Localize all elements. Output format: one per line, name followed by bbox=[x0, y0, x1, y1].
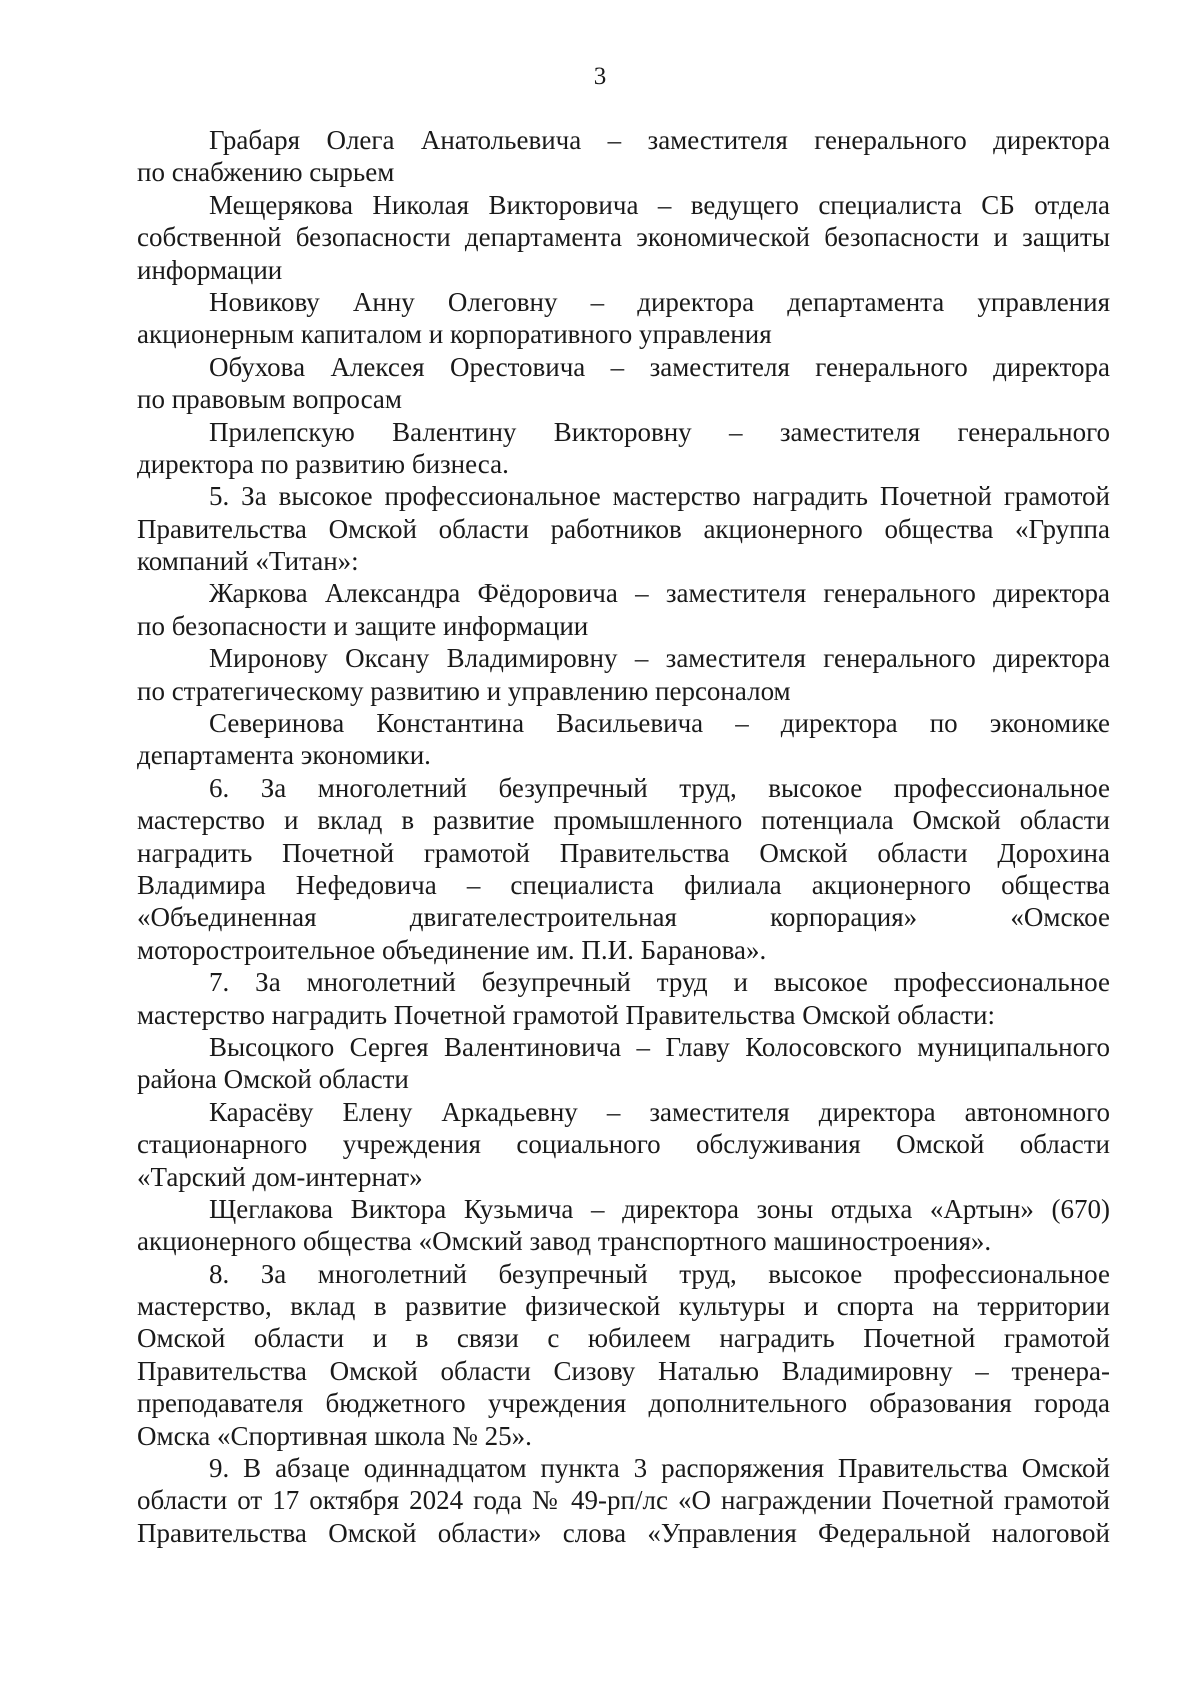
paragraph bbox=[137, 772, 1110, 966]
text-line: 9. В абзаце одиннадцатом пункта 3 распоряжения Правительства Омской bbox=[209, 1453, 1110, 1484]
text-line: Мещерякова Николая Викторовича – ведущего специалиста СБ отдела bbox=[209, 189, 1110, 220]
paragraph bbox=[137, 1452, 1110, 1549]
paragraph bbox=[137, 642, 1110, 707]
text-line: 6. За многолетний безупречный труд, высокое профессиональное bbox=[209, 772, 1110, 803]
text-line: мастерство, вклад в развитие физической культуры и спорта на территории bbox=[137, 1291, 1110, 1322]
text-line: 8. За многолетний безупречный труд, высокое профессиональное bbox=[209, 1258, 1110, 1289]
paragraph bbox=[137, 416, 1110, 481]
paragraph bbox=[137, 124, 1110, 189]
text-line: по правовым вопросам bbox=[137, 384, 402, 415]
paragraph bbox=[137, 351, 1110, 416]
paragraph bbox=[137, 707, 1110, 772]
text-line: Карасёву Елену Аркадьевну – заместителя директора автономного bbox=[209, 1096, 1110, 1127]
text-line: информации bbox=[137, 254, 283, 285]
text-line: Правительства Омской области Сизову Наталью Владимировну – тренера- bbox=[137, 1355, 1110, 1386]
text-line: компаний «Титан»: bbox=[137, 546, 359, 577]
text-line: 7. За многолетний безупречный труд и высокое профессиональное bbox=[209, 967, 1110, 998]
text-line: наградить Почетной грамотой Правительства Омской области Дорохина bbox=[137, 837, 1110, 868]
text-line: департамента экономики. bbox=[137, 740, 431, 771]
text-line: 5. За высокое профессиональное мастерство наградить Почетной грамотой bbox=[209, 481, 1110, 512]
text-line: по снабжению сырьем bbox=[137, 157, 395, 188]
text-line: преподавателя бюджетного учреждения дополнительного образования города bbox=[137, 1388, 1110, 1419]
text-line: по безопасности и защите информации bbox=[137, 610, 589, 641]
text-line: Обухова Алексея Орестовича – заместителя генерального директора bbox=[209, 351, 1110, 382]
text-line: акционерным капиталом и корпоративного управления bbox=[137, 319, 772, 350]
text-line: по стратегическому развитию и управлению персоналом bbox=[137, 675, 791, 706]
text-line: района Омской области bbox=[137, 1064, 409, 1095]
text-line: акционерного общества «Омский завод транспортного машиностроения». bbox=[137, 1226, 992, 1257]
text-line: мастерство наградить Почетной грамотой Правительства Омской области: bbox=[137, 999, 995, 1030]
text-line: Щеглакова Виктора Кузьмича – директора зоны отдыха «Артын» (670) bbox=[209, 1193, 1110, 1224]
text-line: стационарного учреждения социального обслуживания Омской области bbox=[137, 1129, 1110, 1160]
text-line: Омска «Спортивная школа № 25». bbox=[137, 1420, 532, 1451]
text-line: мастерство и вклад в развитие промышленного потенциала Омской области bbox=[137, 805, 1110, 836]
text-line: Жаркова Александра Фёдоровича – заместителя генерального директора bbox=[209, 578, 1110, 609]
text-line: области от 17 октября 2024 года № 49-рп/лс «О награждении Почетной грамотой bbox=[137, 1485, 1110, 1516]
paragraph bbox=[137, 286, 1110, 351]
text-line: Омской области и в связи с юбилеем наградить Почетной грамотой bbox=[137, 1323, 1110, 1354]
paragraph bbox=[137, 189, 1110, 286]
text-line: Северинова Константина Васильевича – директора по экономике bbox=[209, 708, 1110, 739]
paragraph bbox=[137, 966, 1110, 1031]
paragraph bbox=[137, 1096, 1110, 1193]
text-line: «Объединенная двигателестроительная корпорация» «Омское bbox=[137, 902, 1110, 933]
text-line: собственной безопасности департамента экономической безопасности и защиты bbox=[137, 222, 1110, 253]
paragraph bbox=[137, 1031, 1110, 1096]
page-number: 3 bbox=[593, 63, 607, 90]
text-line: Правительства Омской области работников акционерного общества «Группа bbox=[137, 513, 1110, 544]
document-body bbox=[137, 124, 1110, 1549]
text-line: Прилепскую Валентину Викторовну – заместителя генерального bbox=[209, 416, 1110, 447]
text-line: директора по развитию бизнеса. bbox=[137, 448, 509, 479]
paragraph bbox=[137, 480, 1110, 577]
paragraph bbox=[137, 1193, 1110, 1258]
text-line: Новикову Анну Олеговну – директора департамента управления bbox=[209, 286, 1110, 317]
text-line: моторостроительное объединение им. П.И. Баранова». bbox=[137, 934, 767, 965]
text-line: Владимира Нефедовича – специалиста филиала акционерного общества bbox=[137, 869, 1110, 900]
text-line: Высоцкого Сергея Валентиновича – Главу Колосовского муниципального bbox=[209, 1031, 1110, 1062]
text-line: Грабаря Олега Анатольевича – заместителя генерального директора bbox=[209, 125, 1110, 155]
paragraph bbox=[137, 577, 1110, 642]
text-line: Миронову Оксану Владимировну – заместителя генерального директора bbox=[209, 643, 1110, 674]
text-line: Правительства Омской области» слова «Управления Федеральной налоговой bbox=[137, 1517, 1110, 1548]
paragraph bbox=[137, 1258, 1110, 1452]
text-line: «Тарский дом-интернат» bbox=[137, 1161, 423, 1192]
